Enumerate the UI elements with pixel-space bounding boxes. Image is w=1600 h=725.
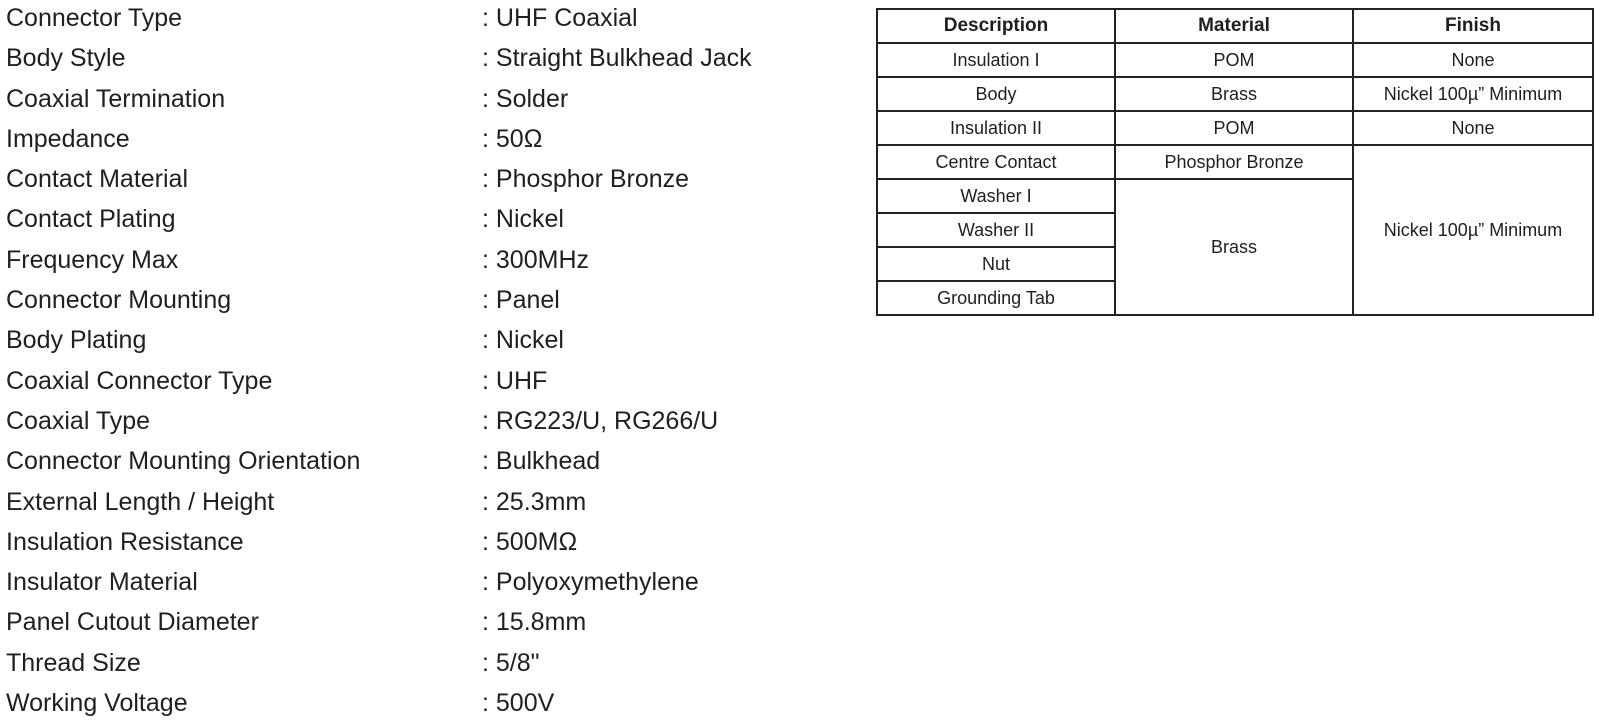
description-cell: Washer I <box>877 179 1115 213</box>
spec-row-connector-type <box>6 0 846 40</box>
spec-row-body-plating <box>6 322 846 362</box>
spec-label: Contact Plating <box>6 205 176 234</box>
spec-value: : 5/8" <box>482 645 540 681</box>
spec-row-insulator-material <box>6 564 846 604</box>
spec-row-frequency-max <box>6 242 846 282</box>
spec-value: : 15.8mm <box>482 604 586 640</box>
spec-label: Coaxial Connector Type <box>6 366 273 395</box>
spec-value: : UHF <box>482 363 547 399</box>
material-cell: Brass <box>1115 179 1353 315</box>
specification-list <box>6 0 846 725</box>
spec-value: : Nickel <box>482 322 564 358</box>
spec-label: External Length / Height <box>6 487 275 516</box>
spec-value: : Phosphor Bronze <box>482 161 689 197</box>
spec-value: : 300MHz <box>482 242 589 278</box>
spec-row-external-length <box>6 484 846 524</box>
spec-value: : 25.3mm <box>482 484 586 520</box>
material-cell: Brass <box>1115 77 1353 111</box>
spec-label: Body Plating <box>6 326 147 355</box>
table-row <box>877 145 1593 179</box>
description-cell: Insulation I <box>877 43 1115 77</box>
spec-value: : UHF Coaxial <box>482 0 638 36</box>
spec-row-thread-size <box>6 645 846 685</box>
spec-value: : Polyoxymethylene <box>482 564 699 600</box>
spec-label: Working Voltage <box>6 689 188 718</box>
table-row <box>877 111 1593 145</box>
description-cell: Body <box>877 77 1115 111</box>
column-header-description: Description <box>877 9 1115 43</box>
spec-row-coaxial-termination <box>6 81 846 121</box>
table-row <box>877 77 1593 111</box>
spec-label: Insulator Material <box>6 568 198 597</box>
description-cell: Nut <box>877 247 1115 281</box>
spec-label: Thread Size <box>6 648 141 677</box>
spec-value: : Nickel <box>482 201 564 237</box>
finish-cell: Nickel 100µ” Minimum <box>1353 145 1593 315</box>
spec-row-coaxial-connector-type <box>6 363 846 403</box>
spec-label: Impedance <box>6 124 130 153</box>
finish-cell: None <box>1353 43 1593 77</box>
material-cell: POM <box>1115 111 1353 145</box>
spec-label: Connector Mounting <box>6 286 232 315</box>
description-cell: Insulation II <box>877 111 1115 145</box>
spec-value: : Panel <box>482 282 560 318</box>
finish-cell: Nickel 100µ” Minimum <box>1353 77 1593 111</box>
description-cell: Grounding Tab <box>877 281 1115 315</box>
spec-row-coaxial-type <box>6 403 846 443</box>
spec-label: Frequency Max <box>6 245 179 274</box>
material-cell: POM <box>1115 43 1353 77</box>
spec-label: Insulation Resistance <box>6 527 244 556</box>
spec-label: Connector Mounting Orientation <box>6 447 361 476</box>
spec-row-contact-material <box>6 161 846 201</box>
spec-value: : 500MΩ <box>482 524 577 560</box>
spec-label: Panel Cutout Diameter <box>6 608 259 637</box>
spec-row-impedance <box>6 121 846 161</box>
material-cell: Phosphor Bronze <box>1115 145 1353 179</box>
spec-value: : Solder <box>482 81 568 117</box>
spec-row-connector-mounting <box>6 282 846 322</box>
spec-label: Contact Material <box>6 165 189 194</box>
column-header-material: Material <box>1115 9 1353 43</box>
spec-row-connector-mounting-orientation <box>6 443 846 483</box>
spec-row-body-style <box>6 40 846 80</box>
spec-label: Coaxial Termination <box>6 84 226 113</box>
column-header-finish: Finish <box>1353 9 1593 43</box>
material-table <box>876 8 1594 316</box>
spec-label: Connector Type <box>6 4 183 32</box>
spec-value: : Bulkhead <box>482 443 600 479</box>
description-cell: Centre Contact <box>877 145 1115 179</box>
finish-cell: None <box>1353 111 1593 145</box>
table-row <box>877 43 1593 77</box>
spec-row-insulation-resistance <box>6 524 846 564</box>
spec-row-working-voltage <box>6 685 846 725</box>
spec-row-panel-cutout-diameter <box>6 604 846 644</box>
spec-row-contact-plating <box>6 201 846 241</box>
spec-value: : RG223/U, RG266/U <box>482 403 718 439</box>
table-header-row <box>877 9 1593 43</box>
spec-value: : Straight Bulkhead Jack <box>482 40 752 76</box>
description-cell: Washer II <box>877 213 1115 247</box>
spec-value: : 500V <box>482 685 554 721</box>
spec-label: Coaxial Type <box>6 406 151 435</box>
spec-label: Body Style <box>6 44 126 73</box>
spec-value: : 50Ω <box>482 121 542 157</box>
